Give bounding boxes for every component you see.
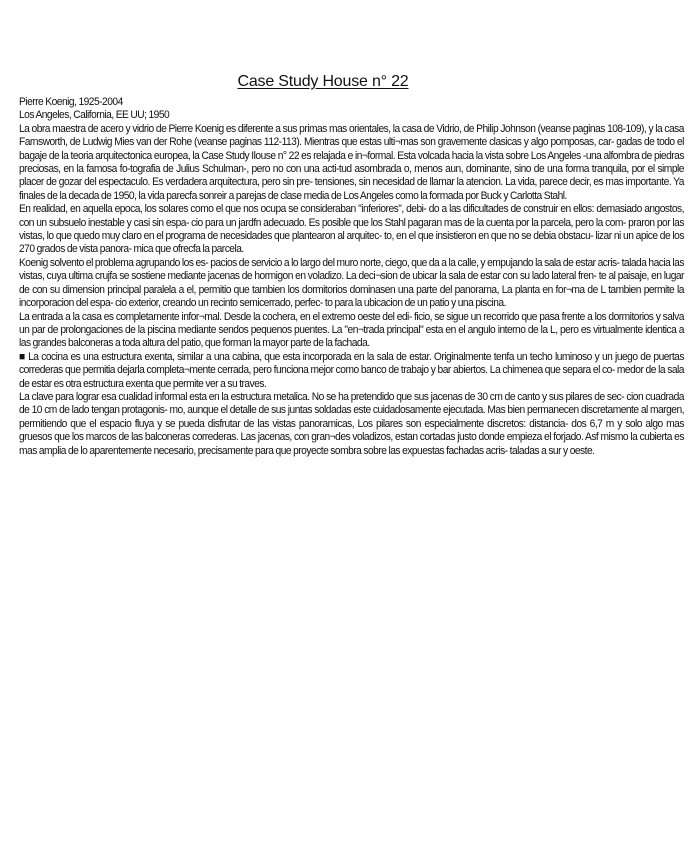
paragraph: ■ La cocina es una estructura exenta, similar a una cabina, que esta incorporada en la sala de estar. Originalmente tenfa un techo luminoso y un juego de puertas correderas que permitia dejarla completa¬mente cerrada, pero funciona mejor como banco de trabajo y bar abiertos. La chimenea que separa el co- medor de la sala de estar es otra estructura exenta que permite ver a su traves. (19, 350, 684, 390)
paragraph: Koenig solvento el problema agrupando los es- pacios de servicio a lo largo del muro norte, ciego, que da a la calle, y empujando la sala de estar acris- talada hacia las vistas, cuya ultima crujfa se sostiene mediante jacenas de hormigon en voladizo. La deci¬sion de ubicar la sala de estar con su lado lateral fren- te al paisaje, en lugar de con su dimension principal paralela a el, permitio que tambien los dormitorios dominasen una parte del panorama, La planta en for¬ma de L tambien permite la incorporacion del espa- cio exterior, creando un recinto semicerrado, perfec- to para la ubicacion de un patio y una piscina. (19, 256, 684, 310)
paragraph: La clave para lograr esa cualidad informal esta en la estructura metalica. No se ha pretendido que sus jacenas de 30 cm de canto y sus pilares de sec- cion cuadrada de 10 cm de lado tengan protagonis- mo, aunque el detalle de sus juntas soldadas este cuidadosamente ejecutada. Mas bien permanecen discretamente al margen, permitiendo que el espacio fluya y se pueda disfrutar de las vistas panoramicas, Los pilares son especialmente discretos: distancia- dos 6,7 m y solo algo mas gruesos que los marcos de las balconeras correderas. Las jacenas, con gran¬des voladizos, estan cortadas justo donde empieza el forjado. Asf mismo la cubierta es mas amplia de lo aparentemente necesario, precisamente para que proyecte sombra sobre las expuestas fachadas acris- taladas a sur y oeste. (19, 390, 684, 457)
paragraph: La obra maestra de acero y vidrio de Pierre Koenig es diferente a sus primas mas orientales, la casa de Vidrio, de Philip Johnson (veanse paginas 108-109), y la casa Farnsworth, de Ludwig Mies van der Rohe (veanse paginas 112-113). Mientras que estas ulti¬mas son gravemente clasicas y algo pomposas, car- gadas de todo el bagaje de la teoria arquitectonica europea, la Case Study Ilouse n° 22 es relajada e in¬formal. Esta volcada hacia la vista sobre Los Angeles -una alfombra de piedras preciosas, en la famosa fo-tografia de Julius Schulman-, pero no con una acti-tud asombrada o, menos aun, dominante, sino de una forma tranquila, por el simple placer de gozar del espectaculo. Es verdadera arquitectura, pero sin pre- tensiones, sin necesidad de llamar la atencion. La vida, parece decir, es mas importante. Ya finales de la decada de 1950, la vida parecfa sonreir a parejas de clase media de Los Angeles como la formada por Buck y Carlotta Stahl. (19, 122, 684, 202)
location-line: Los Angeles, California, EE UU; 1950 (19, 109, 170, 122)
paragraph: La entrada a la casa es completamente infor¬mal. Desde la cochera, en el extremo oeste del edi- ficio, se sigue un recorrido que pasa frente a los dormitorios y salva un par de prolongaciones de la piscina mediante sendos pequenos puentes. La "en¬trada principal" esta en el angulo interno de la L, pero es virtualmente identica a las grandes balconeras a toda altura del patio, que forman la mayor parte de la fachada. (19, 310, 684, 350)
page-title: Case Study House n° 22 (237, 73, 409, 90)
article-body (19, 96, 684, 458)
author-line: Pierre Koenig, 1925-2004 (19, 96, 123, 108)
paragraph: En realidad, en aquella epoca, los solares como el que nos ocupa se consideraban "inferiores", debi- do a las dificultades de construir en ellos: demasiado angostos, con un subsuelo inestable y casi sin espa- cio para un jardfn adecuado. Es posible que los Stahl pagaran mas de la cuenta por la parcela, pero la com- praron por las vistas, lo que quedo muy claro en el programa de necesidades que plantearon al arquitec- to, en el que insistieron en que no se debia obstacu- lizar ni un apice de los 270 grados de vista panora- mica que ofrecfa la parcela. (19, 203, 684, 256)
